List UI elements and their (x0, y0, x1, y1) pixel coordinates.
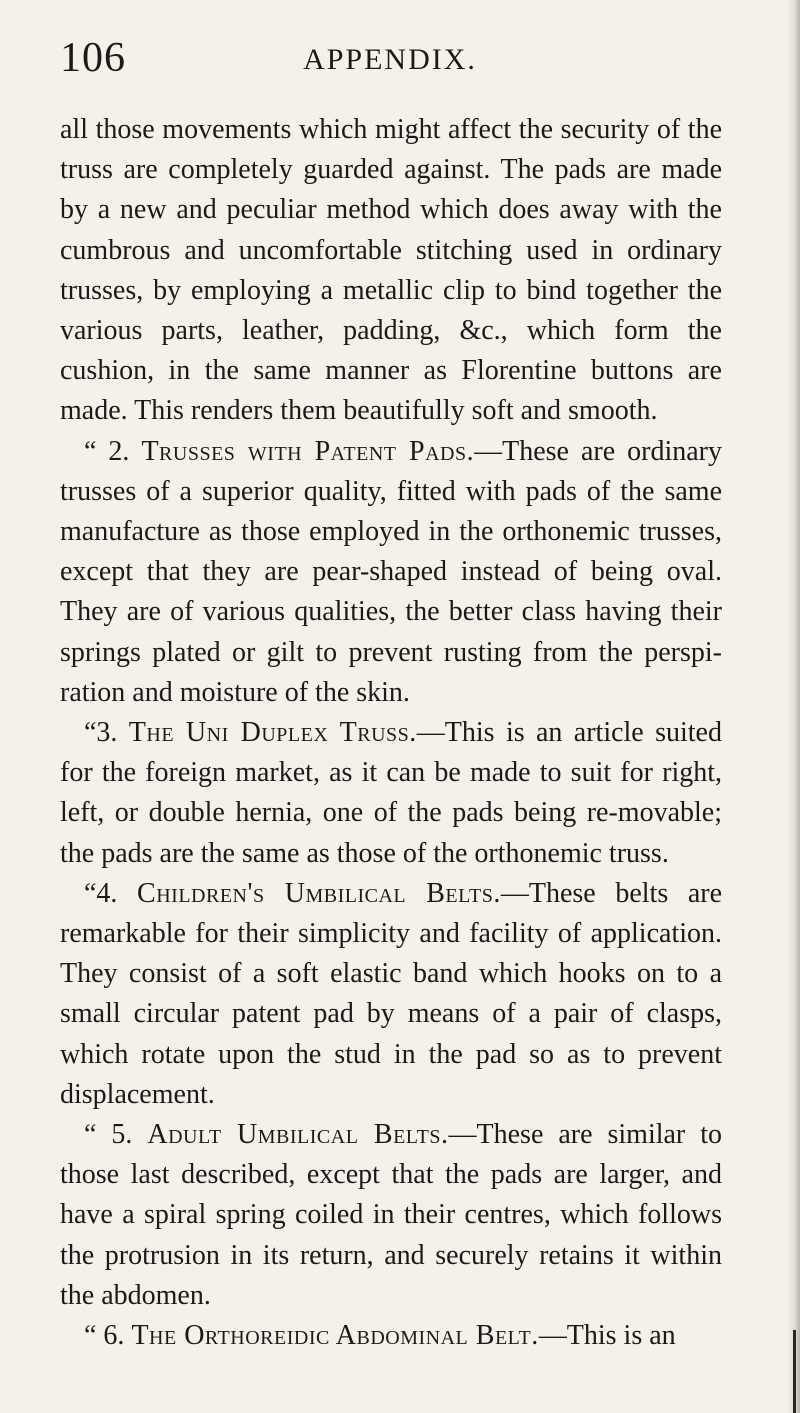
paragraph-body: all those movements which might affect the security of the truss are completely guarded against. The pads are made by a new and peculiar method which does away with the cumbrous and uncomfortable stitching used in ordinary trusses, by employing a metallic clip to bind together the various parts, leather, padding, &c., which form the cushion, in the same manner as Florentine buttons are made. This renders them beautifully soft and smooth. (60, 114, 722, 427)
page-edge-shadow (786, 0, 800, 1413)
section-title: APPENDIX. (303, 43, 477, 76)
paragraph-adult-umbilical-belts (60, 1115, 722, 1316)
paragraph-body: —This is an (538, 1320, 676, 1352)
paragraph-body: —These are ordinary trusses of a superior quality, fitted with pads of the same manufacture as those employed in the orthonemic trusses, except that they are pear-shaped instead of being oval. They are of various qualities, the better class having their springs plated or gilt to prevent rusting from the perspi-ration and moisture of the skin. (60, 435, 722, 708)
paragraph-heading: Children's Umbilical Belts. (137, 877, 501, 909)
paragraph-body: —These belts are remarkable for their simplicity and facility of application. They consist of a soft elastic band which hooks on to a small circular patent pad by means of a pair of clasps, which rotate upon the stud in the pad so as to prevent displacement. (60, 877, 723, 1110)
running-head (60, 28, 720, 98)
paragraph-heading: Trusses with Patent Pads. (141, 435, 475, 467)
paragraph-continuation (60, 110, 722, 432)
paragraph-uni-duplex-truss (60, 713, 722, 874)
page-number: 106 (60, 35, 126, 81)
paragraph-trusses-with-patent-pads (60, 432, 722, 713)
paragraph-body: —These are similar to those last described, except that the pads are larger, and have a spiral spring coiled in their centres, which follows the protrusion in its return, and securely retains it within the abdomen. (60, 1119, 722, 1311)
paragraph-number: “4. (84, 877, 138, 909)
paragraph-number: “ 6. (84, 1320, 132, 1352)
paragraph-number: “ 2. (84, 435, 142, 467)
paragraph-body: —This is an article suited for the foreign market, as it can be made to suit for right, left, or double hernia, one of the pads being re-movable; the pads are the same as those of the orthonemic truss. (60, 717, 722, 869)
paragraph-childrens-umbilical-belts (60, 874, 722, 1115)
paragraph-number: “ 5. (84, 1119, 148, 1151)
page-edge-line (793, 1330, 796, 1413)
paragraph-heading: Adult Umbilical Belts. (147, 1119, 449, 1151)
body-text (60, 110, 722, 1356)
paragraph-heading: The Uni Duplex Truss. (128, 717, 417, 749)
paragraph-heading: The Orthoreidic Abdominal Belt. (131, 1320, 539, 1352)
paragraph-orthoreidic-abdominal-belt (60, 1316, 722, 1356)
paragraph-number: “3. (84, 717, 129, 749)
